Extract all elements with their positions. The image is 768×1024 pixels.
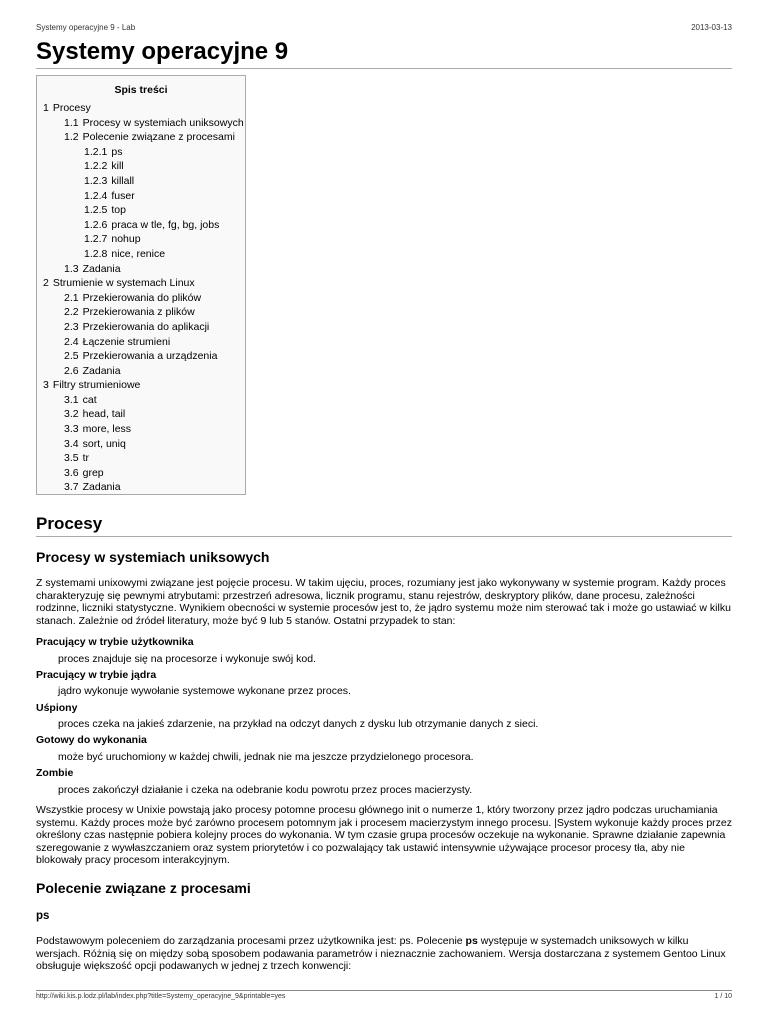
toc-item-number: 1.2.3 <box>84 174 108 187</box>
toc-item-link[interactable]: Łączenie strumieni <box>82 335 171 348</box>
toc-item-link[interactable]: grep <box>82 466 104 479</box>
state-term: Pracujący w trybie użytkownika <box>36 636 194 648</box>
section-heading-procesy: Procesy <box>36 513 732 537</box>
toc-item-number: 1.2.7 <box>84 233 108 246</box>
toc-item-number: 1.2.4 <box>84 189 108 202</box>
toc-item[interactable] <box>37 466 245 481</box>
toc-item[interactable] <box>37 422 245 437</box>
toc-item-number: 3.1 <box>64 393 79 406</box>
toc-item[interactable] <box>37 276 245 291</box>
toc-item-link[interactable]: ps <box>111 145 123 158</box>
toc-item-link[interactable]: head, tail <box>82 408 126 421</box>
ps-paragraph-text-1: Podstawowym poleceniem do zarządzania procesami przez użytkownika jest: ps. Polecenie <box>36 935 466 947</box>
toc-item-link[interactable]: top <box>111 204 126 217</box>
toc-list <box>37 101 245 495</box>
toc-item[interactable] <box>37 189 245 204</box>
toc-item-link[interactable]: Przekierowania z plików <box>82 306 195 319</box>
header-doc-title: Systemy operacyjne 9 - Lab <box>36 23 136 32</box>
toc-item[interactable] <box>37 174 245 189</box>
toc-item-number: 3.5 <box>64 452 79 465</box>
table-of-contents <box>36 75 246 495</box>
state-description: proces czeka na jakieś zdarzenie, na przykład na odczyt danych z dysku lub otrzymanie danych z sieci. <box>58 718 539 731</box>
init-paragraph: Wszystkie procesy w Unixie powstają jako procesy potomne procesu głównego init o numerze 1, który tworzony przez jądro podczas uruchamiania systemu. Każdy proces może być zarówno procesem potomnym jak i procesem macierzystym innego procesu. |System wykonuje każdy proces przez określony czas następnie pobiera kolejny proces do wykonania. W tym czasie grupa procesów oczekuje na wykonanie. Sprawne działanie zapewnia szeregowanie z wywłaszczaniem oraz system priorytetów i co pozwalający tak ustawić intensywnie używające procesor procesy tła, aby nie blokowały pracy procesom interakcyjnym. <box>36 804 732 866</box>
header-date: 2013-03-13 <box>691 23 732 32</box>
toc-item-number: 2.4 <box>64 335 79 348</box>
ps-command-bold: ps <box>465 935 478 947</box>
toc-item[interactable] <box>37 218 245 233</box>
toc-item-link[interactable]: Przekierowania do aplikacji <box>82 320 210 333</box>
toc-item-link[interactable]: Strumienie w systemach Linux <box>52 277 195 290</box>
toc-item-number: 1.2 <box>64 131 79 144</box>
toc-item-link[interactable]: killall <box>111 174 135 187</box>
toc-item-link[interactable]: Zadania <box>82 481 121 494</box>
toc-item[interactable] <box>37 232 245 247</box>
process-states-list <box>36 634 732 798</box>
toc-item-number: 2 <box>43 277 49 290</box>
toc-item[interactable] <box>37 130 245 145</box>
footer-url: http://wiki.kis.p.lodz.pl/lab/index.php?title=Systemy_operacyjne_9&printable=yes <box>36 993 286 1000</box>
toc-item[interactable] <box>37 393 245 408</box>
state-description: może być uruchomiony w każdej chwili, jednak nie ma jeszcze przydzielonego procesora. <box>58 750 474 763</box>
toc-item-link[interactable]: nice, renice <box>111 247 166 260</box>
state-term: Pracujący w trybie jądra <box>36 668 157 681</box>
state-term: Uśpiony <box>36 701 78 714</box>
toc-item-number: 3.6 <box>64 466 79 479</box>
state-description: jądro wykonuje wywołanie systemowe wykonane przez proces. <box>58 685 351 698</box>
toc-item-number: 3.7 <box>64 481 79 494</box>
toc-title: Spis treści <box>114 84 168 96</box>
toc-item[interactable] <box>37 145 245 160</box>
toc-item-number: 3.4 <box>64 437 79 450</box>
toc-item-number: 1 <box>43 102 49 114</box>
toc-item-link[interactable]: nohup <box>111 233 141 246</box>
toc-item-number: 1.2.5 <box>84 204 108 217</box>
ps-heading: ps <box>36 910 50 922</box>
toc-item-link[interactable]: praca w tle, fg, bg, jobs <box>111 218 220 231</box>
toc-item[interactable] <box>37 364 245 379</box>
toc-item[interactable] <box>37 291 245 306</box>
toc-item-number: 2.1 <box>64 291 79 304</box>
page-header <box>36 23 732 32</box>
toc-item[interactable] <box>37 262 245 277</box>
toc-item[interactable] <box>37 437 245 452</box>
toc-item[interactable] <box>37 305 245 320</box>
toc-item-link[interactable]: fuser <box>111 189 135 202</box>
toc-item-link[interactable]: Zadania <box>82 262 121 275</box>
toc-item-number: 2.2 <box>64 306 79 319</box>
toc-item-link[interactable]: cat <box>82 393 97 406</box>
toc-item-link[interactable]: kill <box>111 160 124 173</box>
subsection-heading-procesy-uniksowe: Procesy w systemiach uniksowych <box>36 549 270 565</box>
toc-item[interactable] <box>37 203 245 218</box>
toc-item-link[interactable]: more, less <box>82 423 132 436</box>
toc-item-link[interactable]: Przekierowania a urządzenia <box>82 350 218 363</box>
toc-item-link[interactable]: Przekierowania do plików <box>82 291 202 304</box>
toc-item-number: 1.2.8 <box>84 247 108 260</box>
state-description: proces zakończył działanie i czeka na odebranie kodu powrotu przez proces macierzysty. <box>58 783 473 796</box>
page-title: Systemy operacyjne 9 <box>36 38 732 69</box>
toc-item[interactable] <box>37 247 245 262</box>
toc-item-link[interactable]: Zadania <box>82 364 121 377</box>
toc-item-number: 1.1 <box>64 116 79 129</box>
toc-item[interactable] <box>37 335 245 350</box>
toc-item-number: 1.2.2 <box>84 160 108 173</box>
footer-page-number: 1 / 10 <box>714 993 732 1000</box>
toc-item-number: 1.2.6 <box>84 218 108 231</box>
toc-item-number: 2.5 <box>64 350 79 363</box>
ps-paragraph <box>36 935 732 973</box>
toc-item-number: 3.3 <box>64 423 79 436</box>
toc-item[interactable] <box>37 159 245 174</box>
toc-item[interactable] <box>37 378 245 393</box>
toc-item-number: 3.2 <box>64 408 79 421</box>
toc-item-link[interactable]: sort, uniq <box>82 437 126 450</box>
toc-item-link[interactable]: Procesy <box>52 102 91 114</box>
toc-item-number: 2.3 <box>64 320 79 333</box>
toc-item-number: 1.2.1 <box>84 145 108 158</box>
intro-paragraph: Z systemami unixowymi związane jest pojęcie procesu. W takim ujęciu, proces, rozumiany jest jako wykonywany w systemie program. Każdy proces charakteryzuję się pewnymi atrybutami: przestrzeń adresowa, licznik programu, stanu rejestrów, deskryptory plików, dane procesu, zależności rodzinne, liczniki statystyczne. Wynikiem obecności w systemie procesów jest to, że jądro systemu może nim sterować tak i może go ustawiać w kilku stanach. Zależnie od źródeł literatury, może być 9 lub 5 stanów. Ostatni przypadek to stan: <box>36 577 731 627</box>
toc-item-link[interactable]: Filtry strumieniowe <box>52 379 141 392</box>
toc-item[interactable] <box>37 349 245 364</box>
state-description: proces znajduje się na procesorze i wykonuje swój kod. <box>58 652 316 665</box>
state-term: Gotowy do wykonania <box>36 734 147 747</box>
toc-item[interactable] <box>37 320 245 335</box>
toc-item-number: 2.6 <box>64 364 79 377</box>
toc-item[interactable] <box>37 116 245 131</box>
toc-item-link[interactable]: Polecenie związane z procesami <box>82 131 235 144</box>
toc-item-link[interactable]: tr <box>82 452 90 465</box>
toc-item-link[interactable]: Procesy w systemiach uniksowych <box>82 116 244 129</box>
toc-item[interactable] <box>37 480 245 495</box>
toc-item[interactable] <box>37 451 245 466</box>
toc-item-number: 3 <box>43 379 49 392</box>
toc-item[interactable] <box>37 407 245 422</box>
state-term: Zombie <box>36 767 74 780</box>
toc-item[interactable] <box>37 101 245 116</box>
page-footer <box>36 990 732 1000</box>
ps-paragraph-text-2: występuje w systemadch uniksowych w kilku wersjach. Różnią się on między sobą sposobem podawania parametrów i nieznacznie zachowaniem. Wersja dostarczana z systemem Gentoo Linux obsługuje większość opcji podawanych w jednej z trzech konwencji: <box>36 935 726 972</box>
subsection-heading-polecenia: Polecenie związane z procesami <box>36 880 251 896</box>
toc-item-number: 1.3 <box>64 262 79 275</box>
